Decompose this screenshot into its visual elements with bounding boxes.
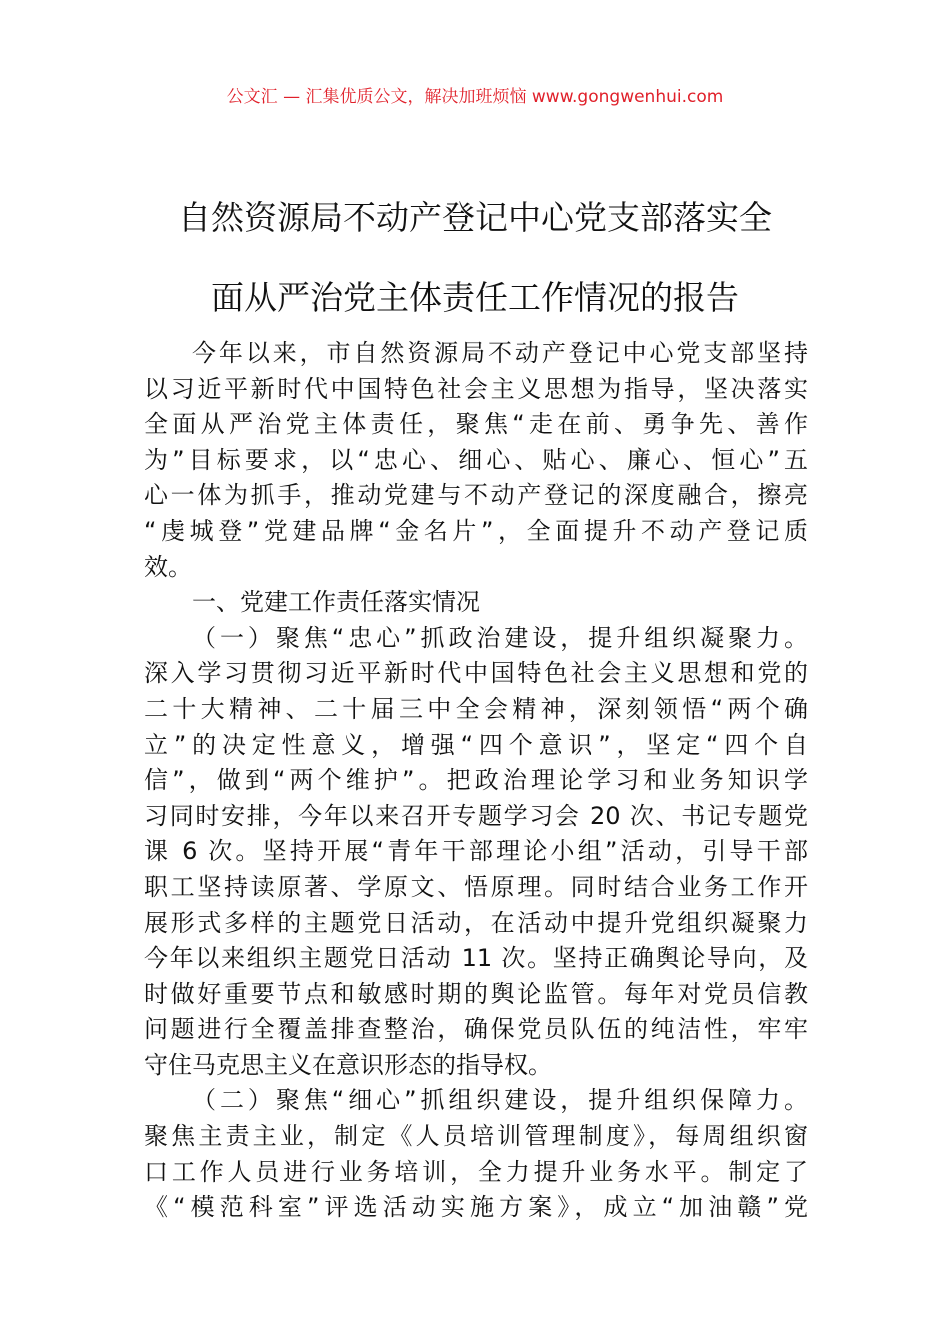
section-heading: 一、党建工作责任落实情况 (192, 588, 480, 617)
paragraph-line: 二十大精神、二十届三中全会精神，深刻领悟“两个确 (144, 694, 808, 723)
paragraph-line: 口工作人员进行业务培训，全力提升业务水平。制定了 (144, 1157, 808, 1186)
paragraph-line: 立”的决定性意义，增强“四个意识”，坚定“四个自 (144, 730, 808, 759)
title-line-2: 面从严治党主体责任工作情况的报告 (211, 278, 739, 317)
title-line-1: 自然资源局不动产登记中心党支部落实全 (178, 198, 772, 237)
subsection-heading: （二）聚焦“细心”抓组织建设，提升组织保障力。 (192, 1086, 808, 1115)
paragraph-line: 《“模范科室”评选活动实施方案》，成立“加油赣”党 (144, 1193, 808, 1222)
paragraph-line: 深入学习贯彻习近平新时代中国特色社会主义思想和党的 (144, 659, 808, 688)
paragraph-line: 今年以来组织主题党日活动 11 次。坚持正确舆论导向，及 (144, 944, 808, 973)
paragraph-intro-line: 为”目标要求，以“忠心、细心、贴心、廉心、恒心”五 (144, 445, 808, 474)
paragraph-line: 展形式多样的主题党日活动，在活动中提升党组织凝聚力 (144, 908, 808, 937)
paragraph-line: 聚焦主责主业，制定《人员培训管理制度》，每周组织窗 (144, 1122, 808, 1151)
paragraph-intro-line: “虔城登”党建品牌“金名片”，全面提升不动产登记质 (144, 516, 808, 545)
document-body (144, 336, 808, 1226)
paragraph-line: 职工坚持读原著、学原文、悟原理。同时结合业务工作开 (144, 872, 808, 901)
paragraph-line: 时做好重要节点和敏感时期的舆论监管。每年对党员信教 (144, 979, 808, 1008)
watermark-header[interactable]: 公文汇 — 汇集优质公文，解决加班烦恼 www.gongwenhui.com (226, 87, 724, 107)
document-title (0, 178, 950, 338)
paragraph-intro-line: 今年以来，市自然资源局不动产登记中心党支部坚持 (192, 339, 808, 367)
paragraph-line: 习同时安排，今年以来召开专题学习会 20 次、书记专题党 (144, 801, 808, 830)
subsection-heading: （一）聚焦“忠心”抓政治建设，提升组织凝聚力。 (192, 623, 808, 652)
paragraph-line: 守住马克思主义在意识形态的指导权。 (144, 1050, 552, 1079)
paragraph-intro-line: 心一体为抓手，推动党建与不动产登记的深度融合，擦亮 (144, 481, 808, 510)
paragraph-line: 问题进行全覆盖排查整治，确保党员队伍的纯洁性，牢牢 (144, 1015, 808, 1044)
paragraph-intro-line: 效。 (144, 552, 192, 581)
paragraph-intro-line: 全面从严治党主体责任，聚焦“走在前、勇争先、善作 (144, 410, 808, 439)
paragraph-line: 课 6 次。坚持开展“青年干部理论小组”活动，引导干部 (144, 837, 808, 866)
paragraph-line: 信”，做到“两个维护”。把政治理论学习和业务知识学 (144, 766, 808, 795)
paragraph-intro-line: 以习近平新时代中国特色社会主义思想为指导，坚决落实 (144, 374, 808, 403)
